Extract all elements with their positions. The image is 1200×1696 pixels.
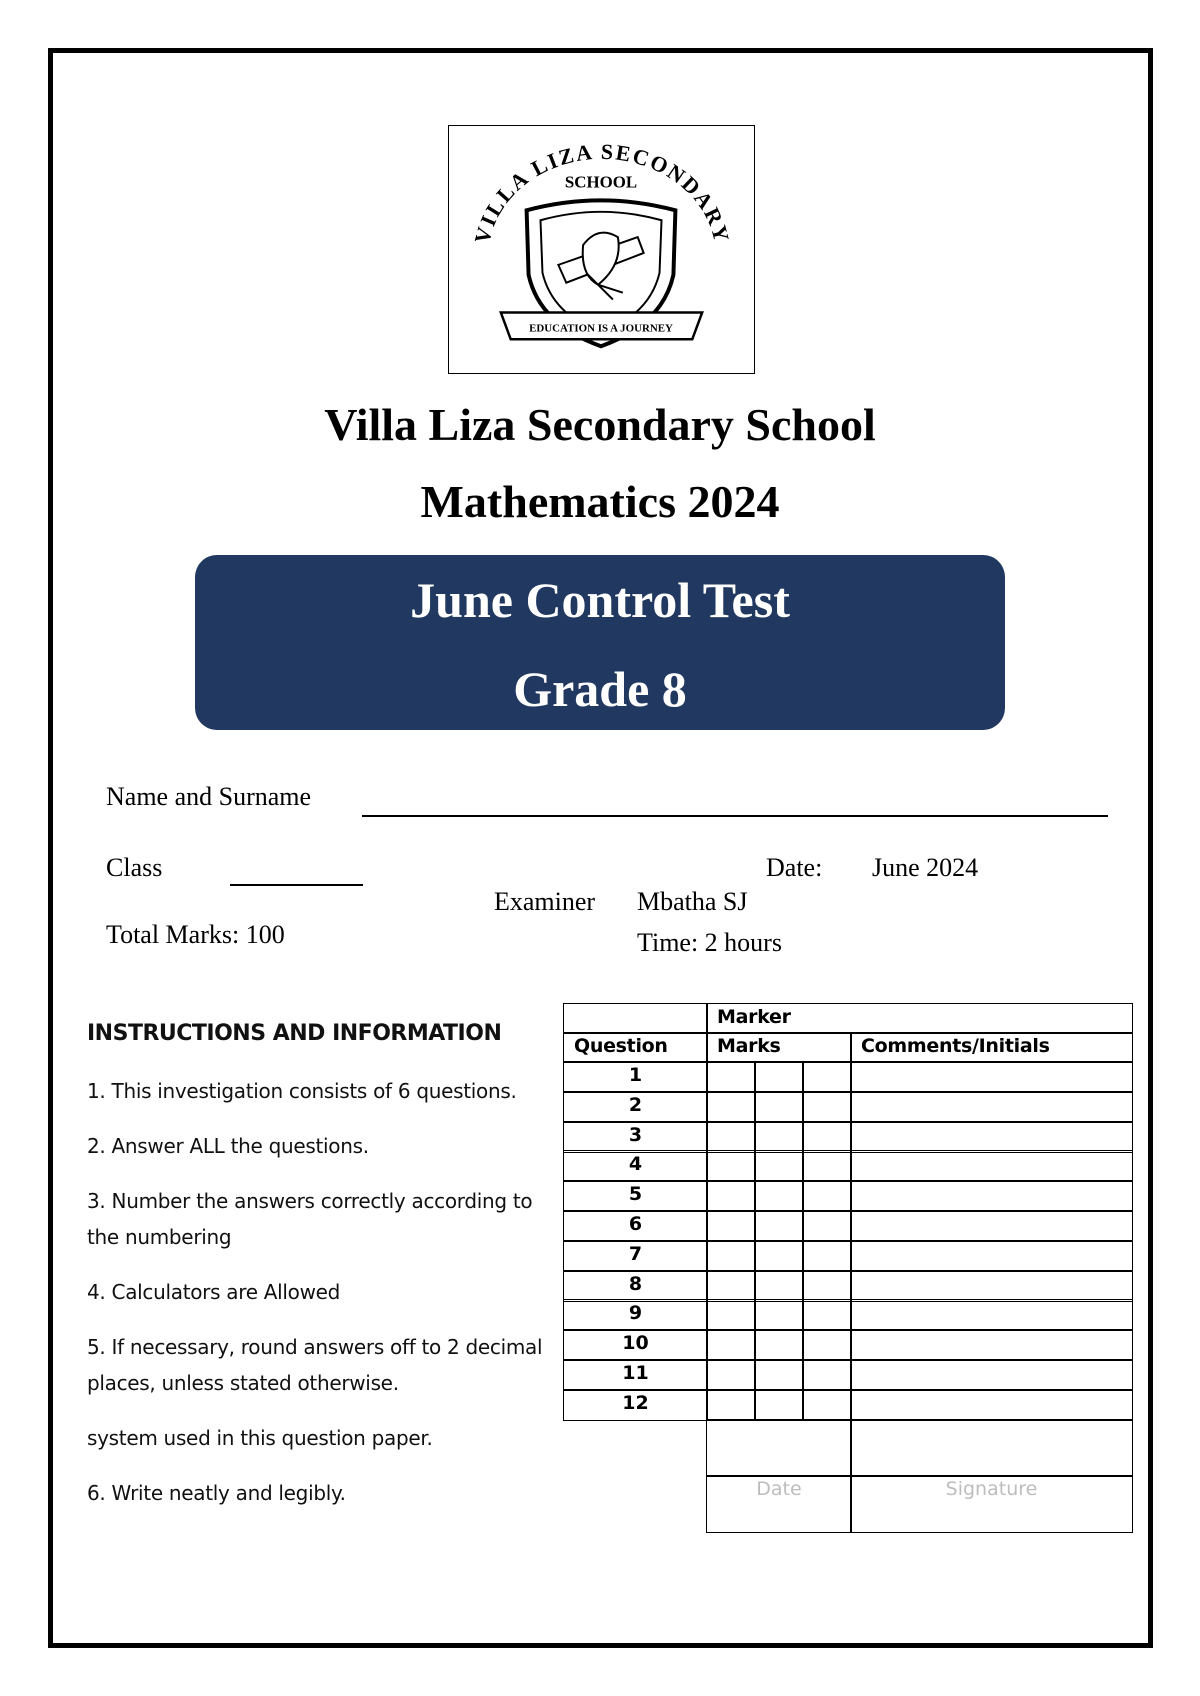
mark-cell[interactable] xyxy=(802,1329,852,1361)
mark-cell[interactable] xyxy=(706,1329,756,1361)
comment-cell[interactable] xyxy=(850,1299,1133,1331)
mark-cell[interactable] xyxy=(802,1210,852,1242)
comment-cell[interactable] xyxy=(850,1121,1133,1153)
table-header-blank xyxy=(563,1003,708,1034)
question-number: 6 xyxy=(563,1210,708,1242)
mark-cell[interactable] xyxy=(754,1210,804,1242)
mark-cell[interactable] xyxy=(754,1329,804,1361)
comment-cell[interactable] xyxy=(850,1180,1133,1212)
mark-cell[interactable] xyxy=(706,1270,756,1302)
marks-header: Marks xyxy=(706,1032,852,1063)
question-number: 9 xyxy=(563,1299,708,1331)
question-number: 11 xyxy=(563,1359,708,1391)
mark-cell[interactable] xyxy=(706,1180,756,1212)
examiner-value: Mbatha SJ xyxy=(637,887,748,916)
mark-cell[interactable] xyxy=(802,1061,852,1093)
comment-cell[interactable] xyxy=(850,1359,1133,1391)
mark-cell[interactable] xyxy=(754,1240,804,1272)
instruction-item: 2. Answer ALL the questions. xyxy=(87,1134,369,1158)
mark-cell[interactable] xyxy=(706,1299,756,1331)
date-label: Date: xyxy=(766,853,823,882)
comment-cell[interactable] xyxy=(850,1150,1133,1182)
signature-placeholder: Signature xyxy=(850,1475,1133,1533)
instruction-item: 5. If necessary, round answers off to 2 decimal places, unless stated otherwise. xyxy=(87,1335,543,1395)
comment-cell[interactable] xyxy=(850,1270,1133,1302)
comment-cell[interactable] xyxy=(850,1210,1133,1242)
comment-cell[interactable] xyxy=(850,1240,1133,1272)
mark-cell[interactable] xyxy=(706,1389,756,1421)
mark-cell[interactable] xyxy=(802,1240,852,1272)
mark-cell[interactable] xyxy=(706,1150,756,1182)
mark-cell[interactable] xyxy=(802,1091,852,1123)
instruction-item: 6. Write neatly and legibly. xyxy=(87,1481,346,1505)
mark-cell[interactable] xyxy=(706,1091,756,1123)
school-name: Villa Liza Secondary School xyxy=(324,399,876,450)
mark-cell[interactable] xyxy=(754,1359,804,1391)
mark-cell[interactable] xyxy=(706,1359,756,1391)
mark-cell[interactable] xyxy=(754,1061,804,1093)
mark-cell[interactable] xyxy=(754,1299,804,1331)
subject-year: Mathematics 2024 xyxy=(420,476,780,527)
question-number: 10 xyxy=(563,1329,708,1361)
school-logo xyxy=(448,125,755,374)
name-field[interactable] xyxy=(362,815,1108,817)
comment-cell[interactable] xyxy=(850,1061,1133,1093)
date-placeholder: Date xyxy=(706,1475,852,1533)
mark-cell[interactable] xyxy=(706,1210,756,1242)
test-banner xyxy=(195,555,1005,730)
question-number: 12 xyxy=(563,1389,708,1421)
class-label: Class xyxy=(106,853,163,882)
instruction-item: 3. Number the answers correctly according to the numbering xyxy=(87,1189,533,1249)
question-number: 5 xyxy=(563,1180,708,1212)
mark-cell[interactable] xyxy=(802,1359,852,1391)
comment-cell[interactable] xyxy=(850,1091,1133,1123)
question-number: 3 xyxy=(563,1121,708,1153)
question-header: Question xyxy=(563,1032,708,1063)
svg-text:EDUCATION IS A JOURNEY: EDUCATION IS A JOURNEY xyxy=(529,322,673,335)
grade-label: Grade 8 xyxy=(513,661,687,717)
comments-header: Comments/Initials xyxy=(850,1032,1133,1063)
mark-cell[interactable] xyxy=(802,1270,852,1302)
svg-text:VILLA LIZA SECONDARY: VILLA LIZA SECONDARY xyxy=(470,139,734,247)
mark-cell[interactable] xyxy=(802,1180,852,1212)
marker-signature-box[interactable] xyxy=(850,1419,1133,1477)
instruction-item: 4. Calculators are Allowed xyxy=(87,1280,341,1304)
mark-cell[interactable] xyxy=(802,1389,852,1421)
mark-cell[interactable] xyxy=(706,1121,756,1153)
time-allowed: Time: 2 hours xyxy=(637,928,782,957)
marker-header: Marker xyxy=(706,1003,1133,1034)
school-crest-icon xyxy=(449,126,754,373)
test-title: June Control Test xyxy=(410,572,790,628)
instruction-item: 1. This investigation consists of 6 questions. xyxy=(87,1079,517,1103)
instructions-heading: INSTRUCTIONS AND INFORMATION xyxy=(87,1021,502,1046)
mark-cell[interactable] xyxy=(754,1270,804,1302)
question-number: 4 xyxy=(563,1150,708,1182)
total-marks: Total Marks: 100 xyxy=(106,920,285,949)
mark-cell[interactable] xyxy=(706,1061,756,1093)
name-label: Name and Surname xyxy=(106,782,312,811)
question-number: 1 xyxy=(563,1061,708,1093)
marker-date-box[interactable] xyxy=(706,1419,852,1477)
comment-cell[interactable] xyxy=(850,1389,1133,1421)
date-value: June 2024 xyxy=(872,853,979,882)
class-field[interactable] xyxy=(230,884,363,886)
mark-cell[interactable] xyxy=(802,1299,852,1331)
question-number: 7 xyxy=(563,1240,708,1272)
mark-cell[interactable] xyxy=(754,1180,804,1212)
svg-text:SCHOOL: SCHOOL xyxy=(564,172,638,192)
mark-cell[interactable] xyxy=(754,1150,804,1182)
examiner-label: Examiner xyxy=(494,887,596,916)
mark-cell[interactable] xyxy=(802,1121,852,1153)
mark-cell[interactable] xyxy=(754,1121,804,1153)
question-number: 8 xyxy=(563,1270,708,1302)
comment-cell[interactable] xyxy=(850,1329,1133,1361)
mark-cell[interactable] xyxy=(754,1389,804,1421)
question-number: 2 xyxy=(563,1091,708,1123)
mark-cell[interactable] xyxy=(706,1240,756,1272)
instruction-item: system used in this question paper. xyxy=(87,1426,433,1450)
mark-cell[interactable] xyxy=(754,1091,804,1123)
mark-cell[interactable] xyxy=(802,1150,852,1182)
